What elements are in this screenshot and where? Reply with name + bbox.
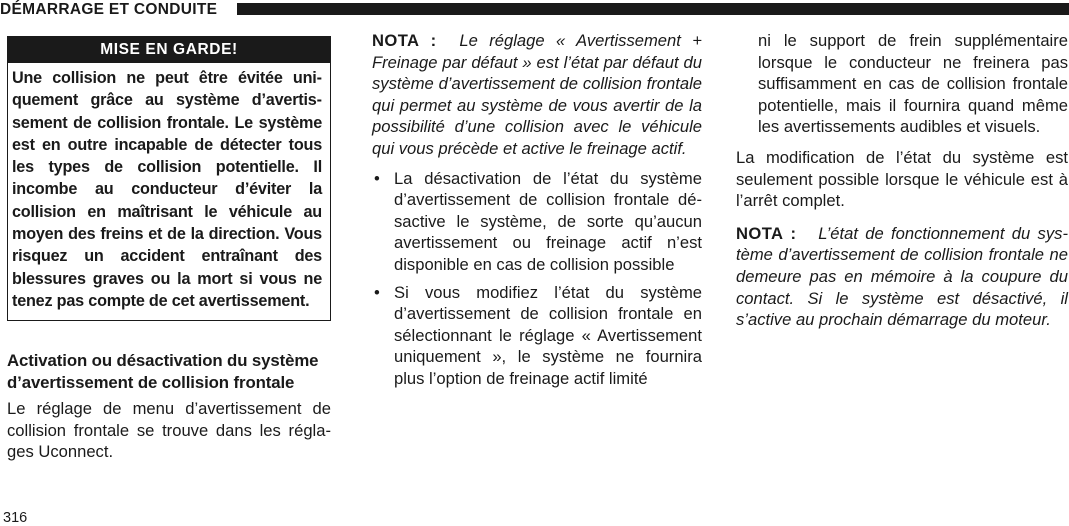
nota-label: NOTA : — [736, 223, 797, 243]
body-paragraph: La modification de l’état du système est seulement possible lorsque le véhicule est à l’arrêt complet. — [736, 147, 1068, 211]
bullet-continuation: ni le support de frein supplémentaire lorsque le conducteur ne freinera pas suffisamment en cas de collision frontale potentielle, mais il fournira quand même les avertissements audibles et visuels. — [758, 31, 1068, 137]
nota-paragraph — [372, 30, 702, 160]
bullet-marker: • — [374, 282, 380, 302]
running-header — [0, 0, 1069, 20]
nota-label: NOTA : — [372, 31, 437, 50]
nota-text: L’état de fonctionnement du système d’avertissement de collision frontale ne demeure pas en mémoire à la coupure du contact. Si le système est désactivé, il s’active au prochain démarrage du moteur. — [736, 223, 1068, 330]
bullet-marker: • — [374, 168, 380, 188]
section-title: DÉMARRAGE ET CONDUITE — [0, 1, 218, 18]
warning-text: Une collision ne peut être évitée uniquement grâce au système d’avertissement de collision frontale. Le système est en outre incapable de détecter tous les types de collision potentielle. Il incombe au conducteur d’éviter la collision en maîtrisant le véhicule au moyen des freins et de la direction. Vous risquez un accident entraînant des blessures graves ou la mort si vous ne tenez pas compte de cet avertissement. — [12, 69, 322, 310]
nota-text: Le réglage « Avertissement + Freinage par défaut » est l’état par défaut du système d’avertissement de collision frontale qui permet au système de vous avertir de la possibilité d’une collision avec le véhicule qui vous précède et active le freinage actif. — [372, 31, 702, 158]
section-heading: Activation ou désactivation du système d’avertissement de collision frontale — [7, 351, 319, 393]
column-left — [7, 36, 331, 463]
bullet-list — [372, 168, 702, 390]
nota-paragraph-2 — [736, 223, 1068, 331]
list-item — [372, 282, 702, 390]
list-item-text: Si vous modifiez l’état du système d’avertissement de collision frontale en sélectionnant le réglage « Avertissement uniquement », le système ne fournira plus l’option de freinage actif limité — [394, 282, 702, 388]
list-item — [372, 168, 702, 276]
page-number: 316 — [3, 510, 28, 526]
column-right — [736, 30, 1068, 331]
section-paragraph: Le réglage de menu d’avertissement de collision frontale se trouve dans les réglages Uconnect. — [7, 399, 331, 462]
warning-box — [7, 36, 331, 321]
warning-title: MISE EN GARDE! — [8, 37, 330, 63]
header-rule — [237, 3, 1069, 15]
column-middle — [372, 30, 702, 396]
list-item-text: La désactivation de l’état du système d’avertissement de collision frontale désactive le système, de sorte qu’aucun avertissement ou freinage actif n’est disponible en cas de collision possible — [394, 168, 702, 274]
